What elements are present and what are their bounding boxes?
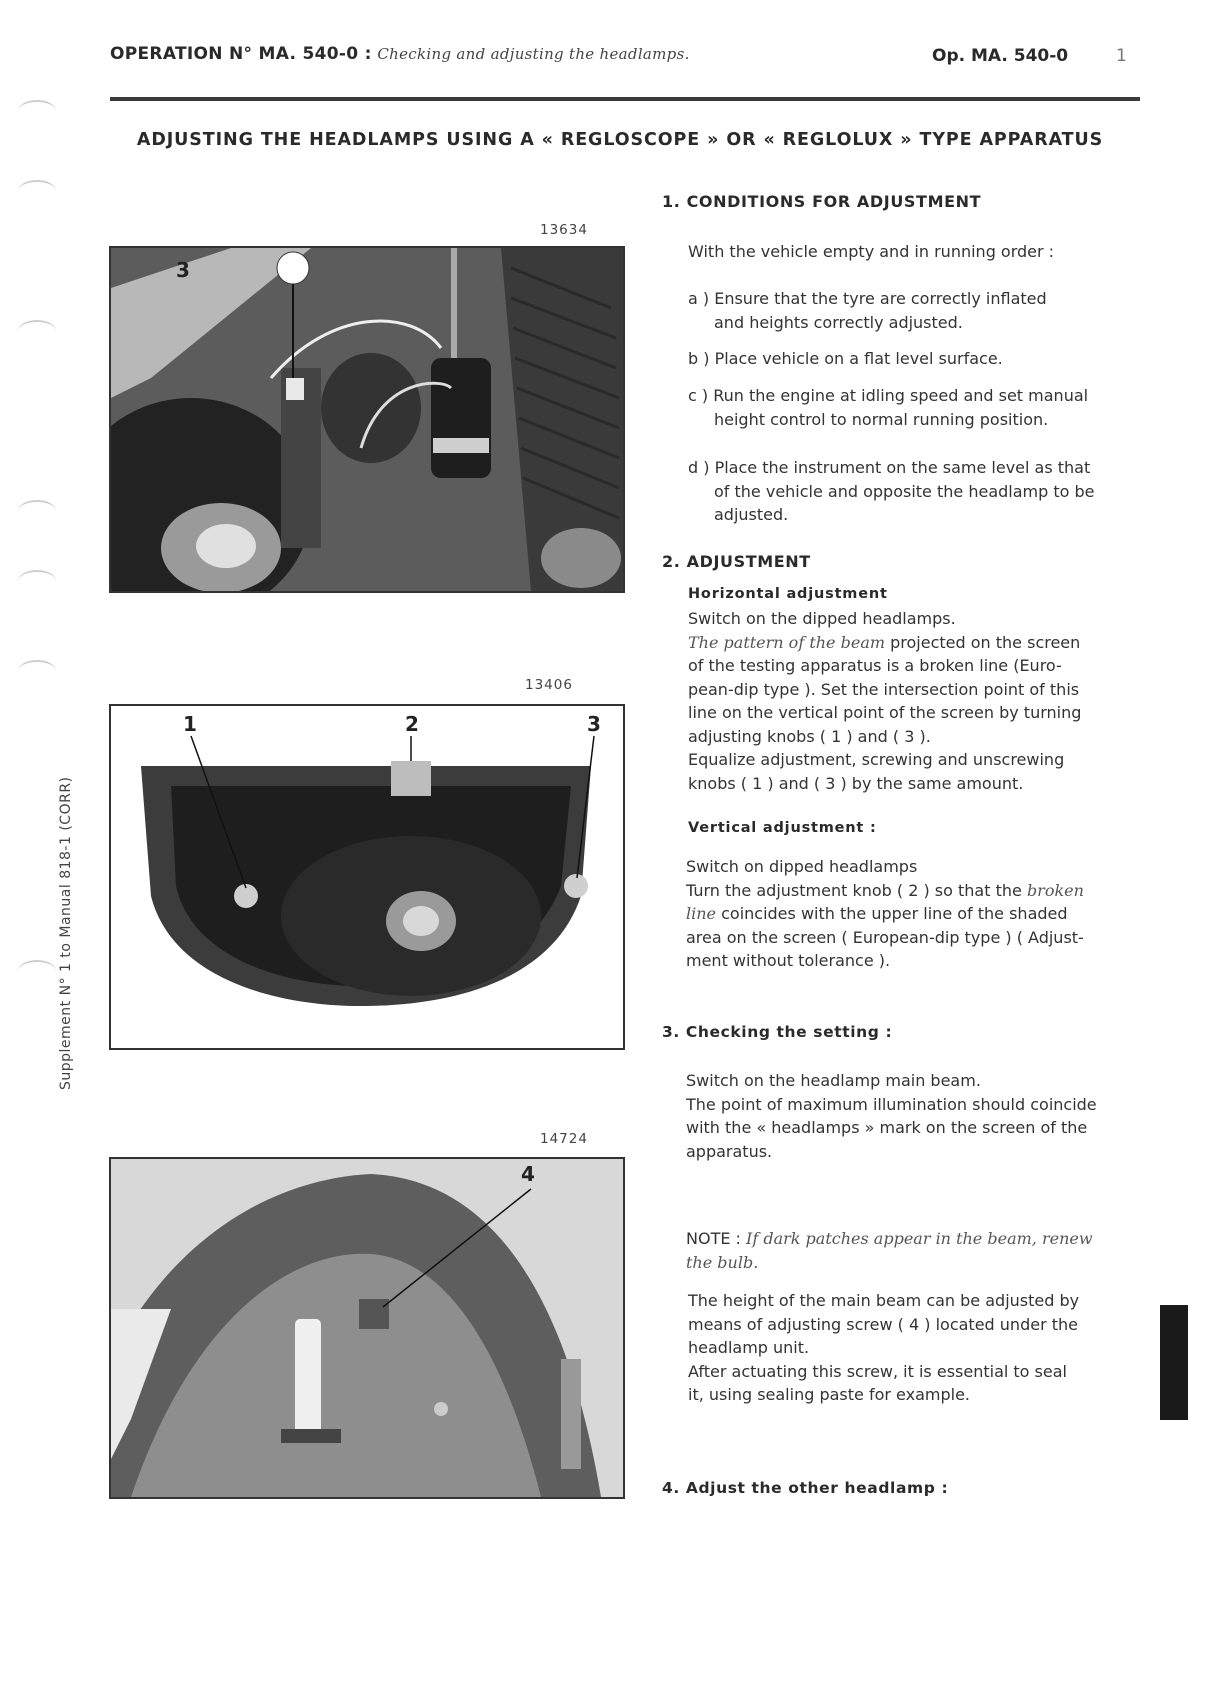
section-tab-marker (1160, 1305, 1188, 1420)
section-heading: 4. Adjust the other headlamp : (662, 1479, 949, 1497)
callout-4: 4 (521, 1162, 535, 1186)
header-rule (110, 97, 1140, 101)
list-item: c ) Run the engine at idling speed and set manual height control to normal running position. (688, 386, 1089, 429)
figure-number: 14724 (540, 1131, 588, 1147)
callout-3: 3 (176, 258, 190, 282)
vertical-adjustment-text: Switch on dipped headlamps Turn the adjustment knob ( 2 ) so that the broken line coincides with the upper line of the shaded area on the screen ( European-dip type ) ( Adjust- ment without tolerance ). (686, 857, 1084, 970)
op-reference: Op. MA. 540-0 (932, 46, 1069, 66)
photo-headlamp-underside (109, 1157, 625, 1499)
figure-number: 13406 (525, 677, 573, 693)
section-heading: 3. Checking the setting : (662, 1023, 893, 1041)
photo-headlamp-rear (109, 704, 625, 1050)
callout-2: 2 (405, 712, 419, 736)
subheading-vertical: Vertical adjustment : (688, 820, 877, 836)
callout-1: 1 (183, 712, 197, 736)
subheading-horizontal: Horizontal adjustment (688, 586, 888, 602)
section-heading: 1. CONDITIONS FOR ADJUSTMENT (662, 192, 982, 211)
photo-engine-bay (109, 246, 625, 593)
note: NOTE : If dark patches appear in the beam, renew the bulb. (686, 1229, 1093, 1272)
note-body: The height of the main beam can be adjusted by means of adjusting screw ( 4 ) located under the headlamp unit. After actuating this screw, it is essential to seal it, using sealing paste for example. (688, 1291, 1080, 1404)
list-item: d ) Place the instrument on the same level as that of the vehicle and opposite the headlamp to be adjusted. (688, 458, 1095, 524)
page-title: ADJUSTING THE HEADLAMPS USING A « REGLOSCOPE » OR « REGLOLUX » TYPE APPARATUS (136, 130, 1104, 150)
operation-subtitle: Checking and adjusting the headlamps. (377, 45, 690, 63)
list-item: b ) Place vehicle on a flat level surface. (688, 349, 1003, 368)
manual-supplement-note: Supplement N° 1 to Manual 818-1 (CORR) (58, 776, 74, 1090)
checking-text: Switch on the headlamp main beam. The point of maximum illumination should coincide with the « headlamps » mark on the screen of the apparatus. (686, 1071, 1097, 1161)
section-heading: 2. ADJUSTMENT (662, 552, 811, 571)
list-item: a ) Ensure that the tyre are correctly inflated and heights correctly adjusted. (688, 289, 1047, 332)
horizontal-adjustment-text: Switch on the dipped headlamps. The pattern of the beam projected on the screen of the testing apparatus is a broken line (Euro- pean-dip type ). Set the intersection point of this line on the vertical point of the screen by turning adjusting knobs ( 1 ) and ( 3 ). Equalize adjustment, screwing and unscrewing knobs ( 1 ) and ( 3 ) by the same amount. (688, 609, 1082, 793)
callout-3: 3 (587, 712, 601, 736)
operation-label: OPERATION N° MA. 540-0 : (110, 44, 372, 64)
page-number: 1 (1116, 46, 1127, 66)
binder-holes (18, 0, 58, 1684)
figure-number: 13634 (540, 222, 588, 238)
section1-intro: With the vehicle empty and in running order : (688, 242, 1055, 261)
header-operation (110, 44, 690, 64)
